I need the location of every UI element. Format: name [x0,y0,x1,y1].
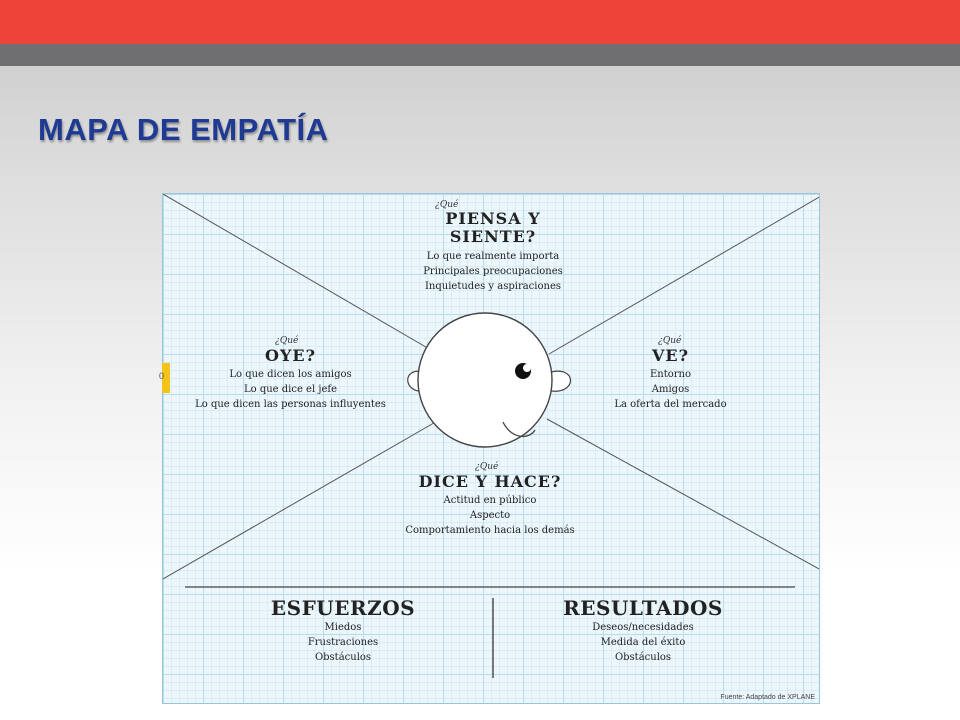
esfuerzos-item: Frustraciones [307,637,379,648]
esfuerzos-item: Miedos [324,622,362,633]
ve-item: Amigos [651,384,690,395]
ve-question: ¿Qué [658,336,682,346]
piensa-question: ¿Qué [435,200,459,210]
ve-heading: VE? [652,346,689,365]
ve-item: Entorno [649,369,692,380]
resultados-item: Medida del éxito [600,637,686,648]
piensa-heading-2: SIENTE? [449,227,537,246]
header-red-band [0,0,960,44]
resultados-heading: RESULTADOS [563,596,723,620]
oye-item: Lo que dicen los amigos [229,369,352,380]
dice-item: Actitud en público [443,495,537,506]
esfuerzos-heading: ESFUERZOS [270,596,416,620]
head-circle [418,313,552,447]
oye-question: ¿Qué [275,336,299,346]
resultados-item: Deseos/necesidades [592,622,694,633]
resultados-item: Obstáculos [614,652,672,663]
piensa-item: Inquietudes y aspiraciones [424,281,561,292]
oye-item: Lo que dicen las personas influyentes [195,399,386,410]
header-gray-band [0,44,960,66]
oye-item: Lo que dice el jefe [243,384,337,395]
side-tab [159,363,170,393]
empathy-map [162,193,820,704]
piensa-item: Lo que realmente importa [426,251,560,262]
ve-item: La oferta del mercado [614,399,727,410]
right-ear [551,371,571,391]
section-resultados [543,596,743,665]
piensa-item: Principales preocupaciones [423,266,563,277]
source-note: Fuente: Adaptado de XPLANE [720,694,815,701]
side-tab-label: 0 [159,371,165,381]
dice-question: ¿Qué [475,462,499,472]
section-oye [183,336,398,412]
slide-title: MAPA DE EMPATÍA [38,112,329,147]
dice-item: Aspecto [469,510,511,521]
section-piensa [413,200,573,294]
dice-item: Comportamiento hacia los demás [405,525,575,536]
esfuerzos-item: Obstáculos [314,652,372,663]
oye-heading: OYE? [265,346,316,365]
section-ve [603,336,738,412]
dice-heading: DICE Y HACE? [418,472,562,491]
section-dice [395,462,585,538]
section-esfuerzos [253,596,433,665]
piensa-heading-1: PIENSA Y [445,209,541,228]
